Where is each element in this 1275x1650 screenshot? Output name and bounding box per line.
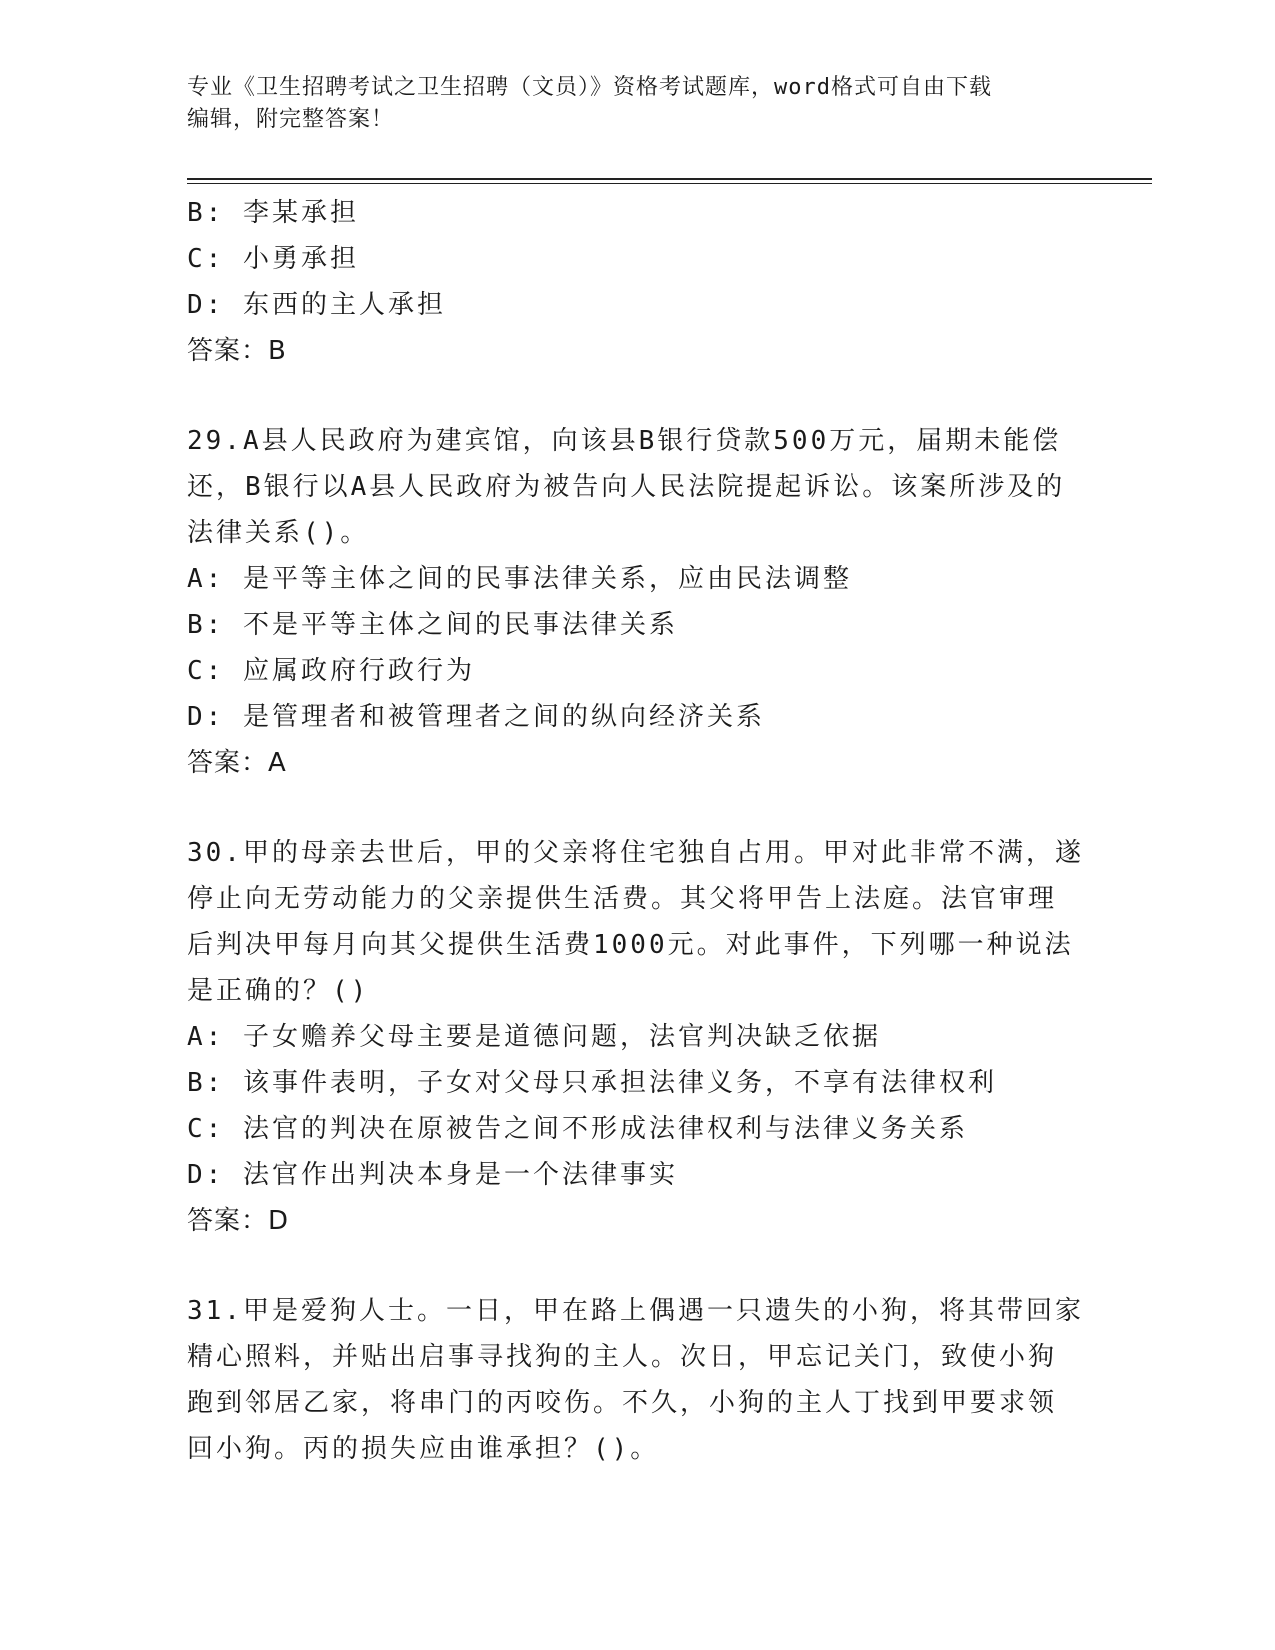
question-30 — [187, 830, 1087, 1244]
spacer — [187, 1244, 1087, 1288]
option-d: D: 是管理者和被管理者之间的纵向经济关系 — [187, 702, 765, 732]
header-divider-thick — [187, 178, 1152, 180]
question-text-line: 后判决甲每月向其父提供生活费1000元。对此事件，下列哪一种说法 — [187, 930, 1074, 960]
option-b: B: 不是平等主体之间的民事法律关系 — [187, 610, 678, 640]
question-text-line: 跑到邻居乙家，将串门的丙咬伤。不久，小狗的主人丁找到甲要求领 — [187, 1388, 1058, 1418]
option-d: D: 东西的主人承担 — [187, 290, 446, 320]
option-c: C: 法官的判决在原被告之间不形成法律权利与法律义务关系 — [187, 1114, 968, 1144]
question-text-line: 是正确的？() — [187, 976, 370, 1006]
spacer — [187, 374, 1087, 418]
question-text-line: 31.甲是爱狗人士。一日，甲在路上偶遇一只遗失的小狗，将其带回家 — [187, 1296, 1084, 1326]
option-b: B: 李某承担 — [187, 198, 359, 228]
header-line-1: 专业《卫生招聘考试之卫生招聘（文员）》资格考试题库，word格式可自由下载 — [187, 75, 992, 100]
question-text-line: 法律关系()。 — [187, 518, 370, 548]
spacer — [187, 786, 1087, 830]
question-text-line: 30.甲的母亲去世后，甲的父亲将住宅独自占用。甲对此非常不满，遂 — [187, 838, 1084, 868]
header-divider-thin — [187, 183, 1152, 184]
question-text-line: 29.A县人民政府为建宾馆，向该县B银行贷款500万元，届期未能偿 — [187, 426, 1062, 456]
answer: 答案：B — [187, 336, 287, 366]
header-line-2: 编辑，附完整答案！ — [187, 107, 395, 132]
question-29 — [187, 418, 1087, 786]
question-text-line: 回小狗。丙的损失应由谁承担？()。 — [187, 1434, 660, 1464]
option-d: D: 法官作出判决本身是一个法律事实 — [187, 1160, 678, 1190]
question-28 — [187, 190, 1087, 374]
answer: 答案：A — [187, 748, 287, 778]
question-31 — [187, 1288, 1087, 1472]
page-header — [187, 72, 1087, 136]
option-a: A: 子女赡养父母主要是道德问题，法官判决缺乏依据 — [187, 1022, 881, 1052]
option-b: B: 该事件表明，子女对父母只承担法律义务，不享有法律权利 — [187, 1068, 997, 1098]
option-a: A: 是平等主体之间的民事法律关系，应由民法调整 — [187, 564, 852, 594]
option-c: C: 小勇承担 — [187, 244, 359, 274]
question-content — [187, 190, 1087, 1472]
question-text-line: 还，B银行以A县人民政府为被告向人民法院提起诉讼。该案所涉及的 — [187, 472, 1066, 502]
option-c: C: 应属政府行政行为 — [187, 656, 475, 686]
question-text-line: 停止向无劳动能力的父亲提供生活费。其父将甲告上法庭。法官审理 — [187, 884, 1058, 914]
question-text-line: 精心照料，并贴出启事寻找狗的主人。次日，甲忘记关门，致使小狗 — [187, 1342, 1058, 1372]
answer: 答案：D — [187, 1206, 290, 1236]
